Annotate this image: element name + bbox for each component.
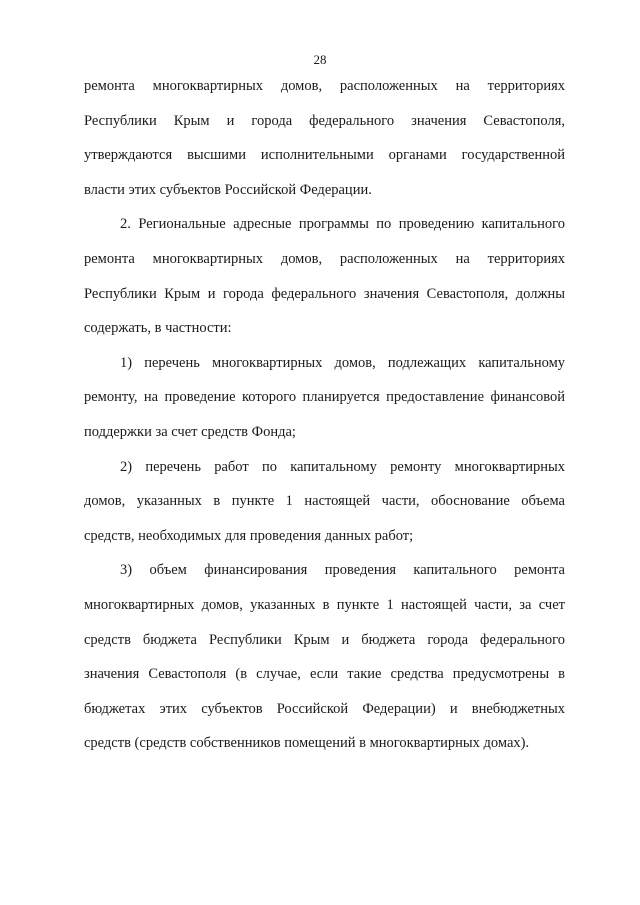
text-line: средств бюджета Республики Крым и бюджета города федерального	[84, 631, 565, 648]
text-line: власти этих субъектов Российской Федерации.	[84, 181, 372, 198]
text-line: бюджетах этих субъектов Российской Федерации) и внебюджетных	[84, 700, 565, 717]
text-line: 1) перечень многоквартирных домов, подлежащих капитальному	[120, 354, 565, 371]
paragraph-subitem-3	[84, 553, 565, 761]
page-number: 28	[313, 52, 327, 67]
text-line: утверждаются высшими исполнительными органами государственной	[84, 147, 565, 164]
text-line: ремонта многоквартирных домов, расположенных на территориях	[84, 250, 565, 267]
text-line: содержать, в частности:	[84, 320, 232, 337]
text-line: Республики Крым и города федерального значения Севастополя, должны	[84, 285, 565, 302]
text-line: поддержки за счет средств Фонда;	[84, 423, 296, 440]
text-line: 2) перечень работ по капитальному ремонту многоквартирных	[120, 458, 565, 475]
text-line: домов, указанных в пункте 1 настоящей части, обоснование объема	[84, 493, 565, 510]
text-line: Республики Крым и города федерального значения Севастополя,	[84, 112, 565, 129]
text-line: средств, необходимых для проведения данных работ;	[84, 527, 414, 544]
document-body	[84, 69, 565, 761]
paragraph-continuation	[84, 69, 565, 207]
text-line: средств (средств собственников помещений в многоквартирных домах).	[84, 735, 530, 752]
text-line: значения Севастополя (в случае, если такие средства предусмотрены в	[84, 666, 565, 683]
paragraph-subitem-2	[84, 450, 565, 554]
text-line: ремонту, на проведение которого планируется предоставление финансовой	[84, 389, 565, 406]
paragraph-subitem-1	[84, 346, 565, 450]
text-line: 3) объем финансирования проведения капитального ремонта	[120, 562, 565, 579]
text-line: 2. Региональные адресные программы по проведению капитального	[120, 216, 565, 233]
text-line: многоквартирных домов, указанных в пункте 1 настоящей части, за счет	[84, 596, 565, 613]
text-line: ремонта многоквартирных домов, расположенных на территориях	[84, 78, 565, 94]
paragraph-item-2	[84, 207, 565, 345]
